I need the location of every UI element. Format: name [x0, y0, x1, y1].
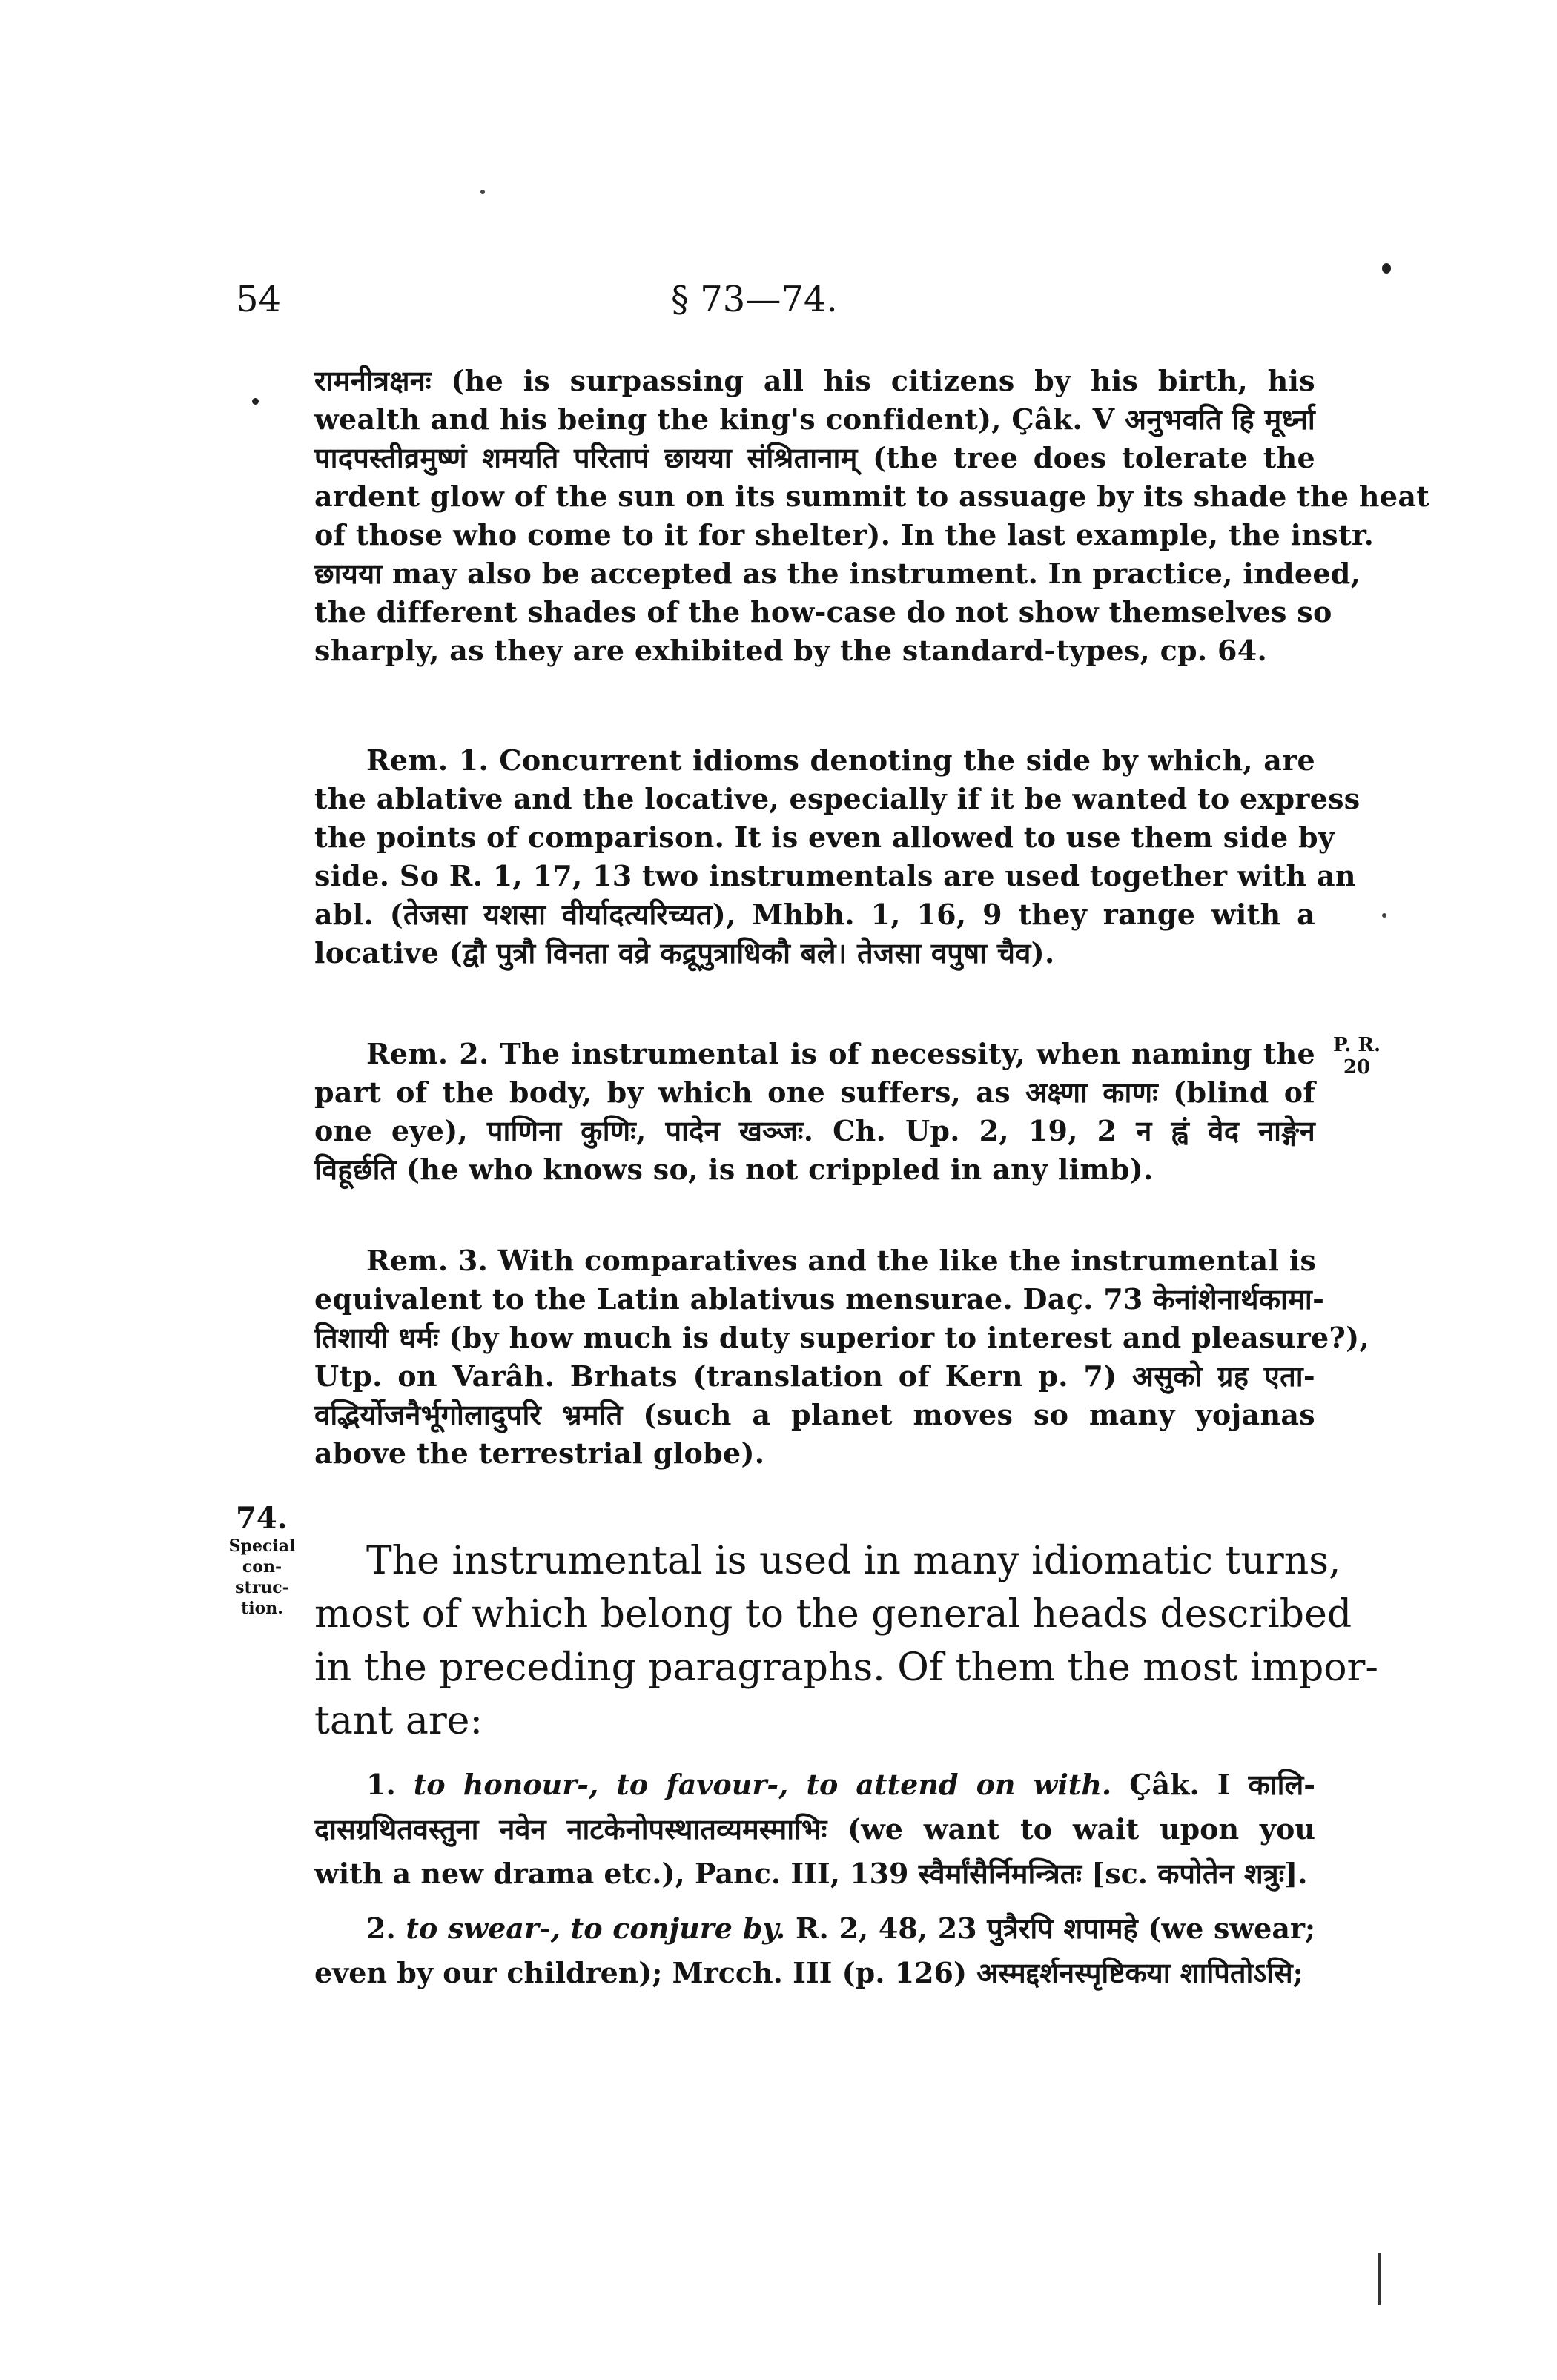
text-line: Rem. 1. Concurrent idioms denoting the side by which, are: [366, 743, 1315, 777]
side-heading-line: con-: [242, 1557, 282, 1577]
text-line: locative (द्वौ पुत्रौ विनता वव्रे कद्रूपुत्राधिकौ बले। तेजसा वपुषा चैव).: [314, 936, 1055, 969]
text-line: the ablative and the locative, especially if it be wanted to express: [314, 782, 1361, 815]
text-line: side. So R. 1, 17, 13 two instrumentals are used together with an: [314, 859, 1356, 892]
text-line: above the terrestrial globe).: [314, 1436, 765, 1470]
item-heading-line: [314, 1763, 1315, 1807]
margin-reference: [1327, 1034, 1386, 1078]
text-line: The instrumental is used in many idiomatic turns,: [366, 1539, 1341, 1583]
section-number: 74.: [236, 1501, 288, 1536]
text-line: Rem. 2. The instrumental is of necessity, when naming the: [366, 1037, 1315, 1070]
text-line: तिशायी धर्मः (by how much is duty superior to interest and pleasure?),: [314, 1321, 1369, 1354]
item-1: [314, 1763, 1315, 1896]
text-line: छायया may also be accepted as the instrument. In practice, indeed,: [314, 557, 1361, 590]
text-line: the different shades of the how-case do not show themselves so: [314, 595, 1332, 629]
item-2: [314, 1906, 1315, 1995]
text-line: equivalent to the Latin ablativus mensurae. Daç. 73 केनांशेनार्थकामा-: [314, 1282, 1325, 1316]
text-line: with a new drama etc.), Panc. III, 139 स्वैर्मांसैर्निमन्त्रितः [sc. कपोतेन शत्रुः].: [314, 1857, 1308, 1890]
text-line: of those who come to it for shelter). In the last example, the instr.: [314, 518, 1375, 551]
page-edge-mark: [1378, 2253, 1381, 2305]
text-line: the points of comparison. It is even allowed to use them side by: [314, 821, 1335, 854]
text-line: रामनीत्रक्षनः (he is surpassing all his citizens by his birth, his: [314, 364, 1315, 397]
text-fragment: Çâk. I कालि-: [1129, 1768, 1316, 1801]
text-line: one eye), पाणिना कुणिः, पादेन खञ्जः. Ch. Up. 2, 19, 2 न ह्वं वेद नाङ्गेन: [314, 1114, 1315, 1147]
side-heading-line: tion.: [241, 1599, 283, 1618]
text-line: most of which belong to the general heads described: [314, 1592, 1352, 1637]
margin-ref-line: 20: [1343, 1056, 1371, 1078]
margin-ref-line: P. R.: [1332, 1034, 1381, 1056]
text-line: दासग्रथितवस्तुना नवेन नाटकेनोपस्थातव्यमस्माभिः (we want to wait upon you: [314, 1812, 1315, 1846]
section-header: § 73—74.: [671, 279, 838, 320]
text-line: tant are:: [314, 1699, 483, 1743]
text-line: वद्भिर्योजनैर्भूगोलादुपरि भ्रमति (such a planet moves so many yojanas: [314, 1398, 1315, 1431]
text-line: sharply, as they are exhibited by the standard-types, cp. 64.: [314, 634, 1267, 667]
remark-3: [314, 1242, 1369, 1473]
text-line: पादपस्तीव्रमुष्णं शमयति परितापं छायया संश्रितानाम् (the tree does tolerate the: [314, 441, 1315, 474]
item-number: 1.: [366, 1768, 396, 1801]
remark-2: [314, 1035, 1315, 1189]
item-heading: to swear-, to conjure by.: [406, 1912, 786, 1945]
ink-dot: [1382, 913, 1386, 918]
side-heading: [219, 1536, 305, 1619]
text-line: abl. (तेजसा यशसा वीर्यादत्यरिच्यत), Mhbh. 1, 16, 9 they range with a: [314, 898, 1315, 931]
page-number: 54: [236, 279, 282, 320]
item-heading: to honour-, to favour-, to attend on with.: [413, 1768, 1112, 1801]
text-line: in the preceding paragraphs. Of them the most impor-: [314, 1645, 1378, 1690]
text-line: wealth and his being the king's confident), Çâk. V अनुभवति हि मूर्ध्ना: [314, 402, 1315, 436]
side-heading-line: Special: [228, 1537, 296, 1556]
side-heading-line: struc-: [235, 1578, 289, 1597]
item-number: 2.: [366, 1912, 396, 1945]
section-73-text: [314, 362, 1430, 670]
text-line: even by our children); Mrcch. III (p. 126) अस्मद्दर्शनस्पृष्टिकया शापितोऽसि;: [314, 1956, 1303, 1989]
text-line: part of the body, by which one suffers, as अक्ष्णा काणः (blind of: [314, 1075, 1315, 1109]
text-line: विहूर्छति (he who knows so, is not crippled in any limb).: [314, 1153, 1154, 1186]
text-line: Utp. on Varâh. Brhats (translation of Kern p. 7) असुको ग्रह एता-: [314, 1359, 1315, 1393]
text-fragment: R. 2, 48, 23 पुत्रैरपि शपामहे (we swear;: [795, 1912, 1315, 1945]
section-74-text: [314, 1534, 1378, 1748]
remark-1: [314, 741, 1361, 972]
text-line: Rem. 3. With comparatives and the like the instrumental is: [366, 1244, 1317, 1277]
text-line: ardent glow of the sun on its summit to assuage by its shade the heat: [314, 480, 1430, 513]
item-heading-line: [314, 1906, 1315, 1951]
ink-dot: [252, 398, 259, 405]
ink-speck: [1382, 263, 1391, 274]
ink-dot: [480, 190, 485, 194]
